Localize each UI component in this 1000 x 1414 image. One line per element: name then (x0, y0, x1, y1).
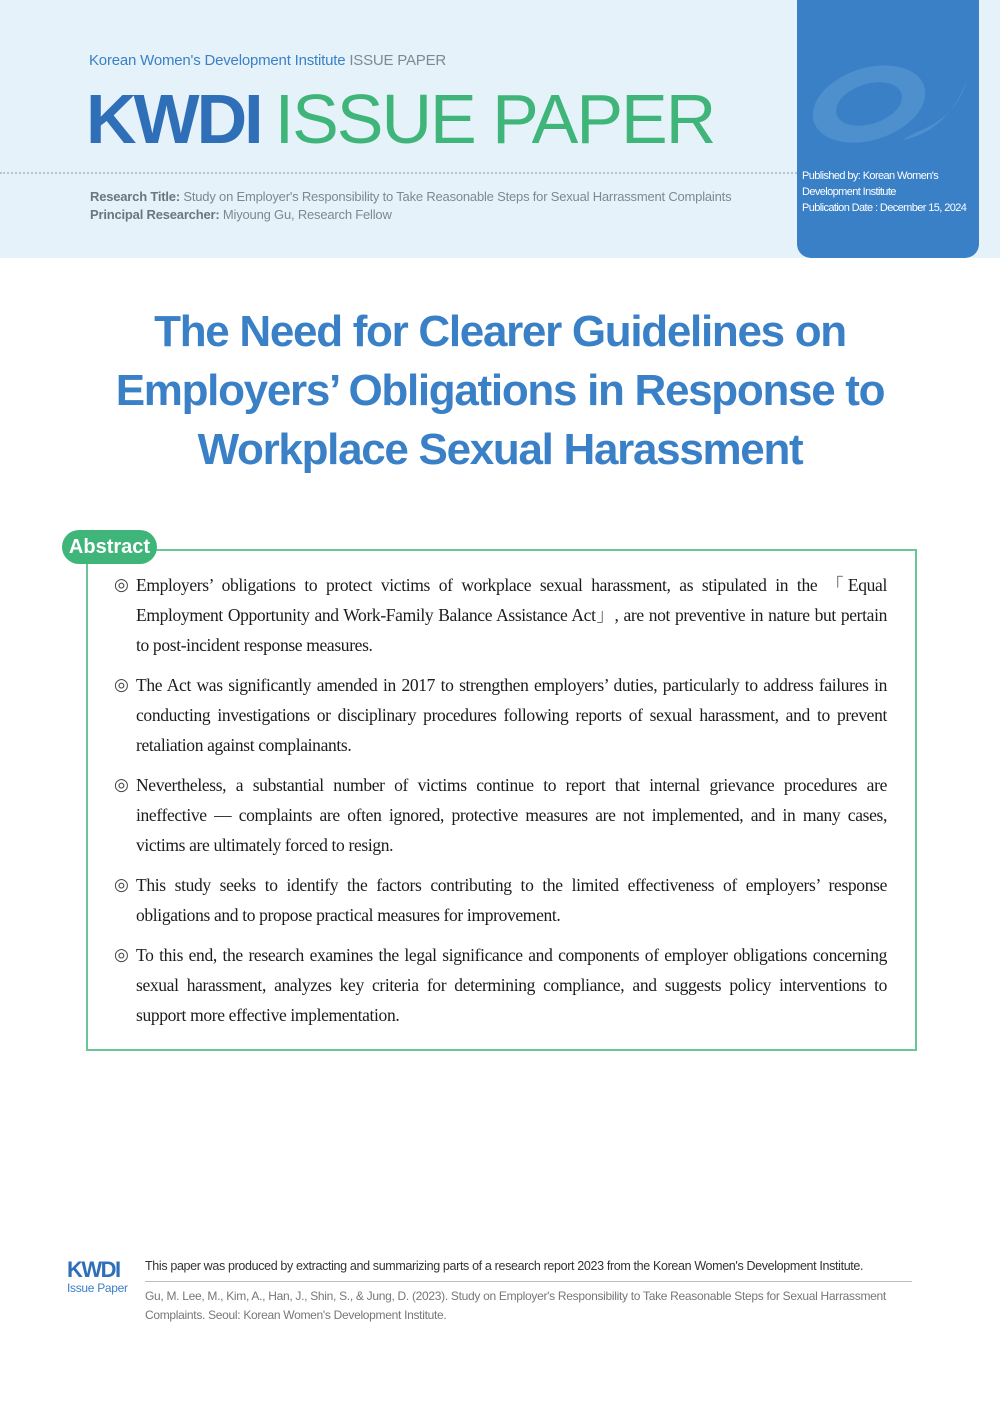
abstract-item-text: Nevertheless, a substantial number of victims continue to report that internal grievance procedures are ineffective — complaints are often ignored, protective measures are not implemented, and in many cases, victims are ultimately forced to resign. (136, 775, 887, 855)
publication-date: Publication Date : December 15, 2024 (802, 202, 967, 214)
footer-logo (67, 1258, 137, 1295)
abstract-item-text: To this end, the research examines the legal significance and components of employer obligations concerning sexual harassment, analyzes key criteria for determining compliance, and suggests policy interventions to support more effective implementation. (136, 945, 887, 1025)
published-by-line2: Development Institute (802, 186, 896, 198)
research-meta (90, 188, 731, 224)
title-line-1: The Need for Clearer Guidelines on (154, 307, 846, 356)
footer-logo-kwdi: KWDI (67, 1257, 120, 1282)
research-title-row (90, 188, 731, 206)
page-title (60, 302, 940, 479)
title-line-3: Workplace Sexual Harassment (197, 425, 803, 474)
bullet-icon: ◎ (114, 875, 129, 894)
footer-citation: Gu, M. Lee, M., Kim, A., Han, J., Shin, S., & Jung, D. (2023). Study on Employer's Responsibility to Take Reasonable Steps for Sexual Harrassment Complaints. Seoul: Korean Women's Development Institute. (145, 1289, 886, 1322)
kwdi-emblem-icon (807, 62, 972, 152)
subtitle-series: ISSUE PAPER (349, 52, 447, 69)
series-subtitle (89, 52, 446, 69)
title-line-2: Employers’ Obligations in Response to (115, 366, 885, 415)
bullet-icon: ◎ (114, 575, 129, 594)
bullet-icon: ◎ (114, 945, 129, 964)
masthead-issue-paper: ISSUE PAPER (274, 80, 715, 158)
abstract-item (114, 570, 887, 660)
published-by-line1: Published by: Korean Women's (802, 170, 939, 182)
abstract-list (114, 570, 887, 1040)
abstract-item-text: This study seeks to identify the factors contributing to the limited effectiveness of employers’ response obligations and to propose practical measures for improvement. (136, 875, 887, 925)
research-title-label: Research Title: (90, 189, 180, 204)
abstract-item (114, 670, 887, 760)
bullet-icon: ◎ (114, 775, 129, 794)
bullet-icon: ◎ (114, 675, 129, 694)
research-title: Study on Employer's Responsibility to Take Reasonable Steps for Sexual Harrassment Complaints (183, 189, 732, 204)
footer-logo-issue-paper: Issue Paper (67, 1281, 128, 1295)
abstract-item-text: Employers’ obligations to protect victims of workplace sexual harassment, as stipulated in the 「Equal Employment Opportunity and Work-Family Balance Assistance Act」, are not preventive in nature but pertain to post-incident response measures. (136, 575, 887, 655)
masthead-kwdi: KWDI (86, 80, 261, 158)
principal-researcher-row (90, 206, 731, 224)
footer-note: This paper was produced by extracting and summarizing parts of a research report 2023 from the Korean Women's Development Institute. (145, 1259, 864, 1273)
abstract-label: Abstract (62, 530, 157, 564)
subtitle-org: Korean Women's Development Institute (89, 52, 346, 69)
abstract-item (114, 770, 887, 860)
publication-info (802, 168, 979, 216)
dotted-divider (0, 172, 797, 174)
principal-researcher: Miyoung Gu, Research Fellow (222, 207, 392, 222)
abstract-item (114, 940, 887, 1030)
principal-researcher-label: Principal Researcher: (90, 207, 220, 222)
footer-divider (145, 1281, 912, 1282)
masthead (86, 80, 714, 158)
abstract-item-text: The Act was significantly amended in 2017 to strengthen employers’ duties, particularly to address failures in conducting investigations or disciplinary procedures following reports of sexual harassment, and to prevent retaliation against complainants. (136, 675, 887, 755)
publication-panel (797, 0, 979, 258)
abstract-item (114, 870, 887, 930)
